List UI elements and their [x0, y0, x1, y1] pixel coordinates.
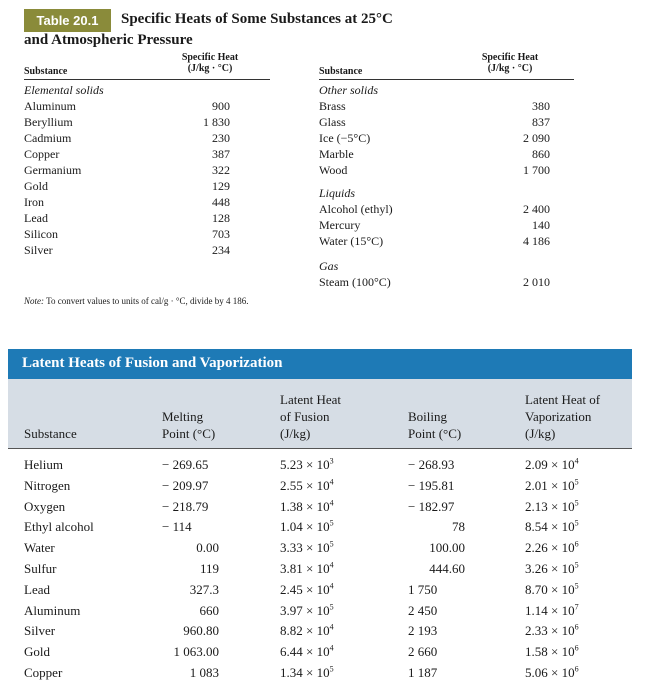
table-row — [0, 621, 653, 642]
table-row — [0, 476, 653, 497]
latent-heat-vaporization-cell: $2.26 \times 10^6$ — [525, 539, 579, 556]
boiling-point-cell: − 268.93 — [408, 457, 455, 472]
substance-name: Alcohol (ethyl) — [319, 202, 393, 216]
substance-name: Beryllium — [24, 115, 73, 129]
boiling-point-cell: 100.00 — [429, 540, 465, 556]
substance-name: Iron — [24, 195, 44, 209]
table-title: Specific Heats of Some Substances at 25°C — [121, 11, 393, 27]
latent-heat-fusion-cell: $3.33 \times 10^5$ — [280, 539, 334, 556]
specific-heat-value: 380 — [532, 99, 550, 113]
col-header-specific-heat-left: Specific Heat (J/kg · °C) — [181, 52, 239, 74]
list-item — [24, 210, 230, 226]
melting-point-cell: 960.80 — [183, 623, 219, 639]
substance-name: Ice (−5°C) — [319, 131, 371, 145]
latent-heat-vaporization-cell: $2.01 \times 10^5$ — [525, 477, 579, 493]
latent-heat-fusion-cell: $1.38 \times 10^4$ — [280, 498, 334, 514]
specific-heat-value: 322 — [212, 163, 230, 177]
specific-heat-value: 1 830 — [203, 115, 230, 129]
melting-point-cell: 0.00 — [196, 540, 219, 556]
latent-heat-fusion-cell: $2.45 \times 10^4$ — [280, 581, 334, 597]
group-elemental-solids: Elemental solids — [24, 83, 104, 97]
col-header-latent-heat-vaporization: Latent Heat of Vaporization (J/kg) — [525, 392, 601, 441]
specific-heat-value: 837 — [532, 115, 550, 129]
table-row — [0, 642, 653, 663]
group-gas: Gas — [319, 259, 339, 273]
list-item — [319, 130, 550, 146]
specific-heat-value: 2 010 — [523, 275, 550, 289]
substance-cell: Silver — [24, 623, 56, 639]
liquids-list — [319, 201, 550, 249]
boiling-point-cell: 444.60 — [429, 560, 465, 576]
melting-point-cell: 1 083 — [189, 664, 219, 680]
list-item — [24, 226, 230, 242]
substance-name: Silver — [24, 243, 53, 257]
latent-heat-fusion-cell: $6.44 \times 10^4$ — [280, 643, 334, 660]
specific-heat-value: 2 400 — [523, 202, 550, 216]
specific-heat-value: 703 — [212, 227, 230, 241]
specific-heat-value: 128 — [212, 211, 230, 225]
substance-name: Steam (100°C) — [319, 275, 391, 289]
substance-name: Marble — [319, 147, 354, 161]
latent-heat-rows — [0, 455, 653, 684]
substance-cell: Sulfur — [24, 560, 57, 576]
col-header-substance: Substance — [24, 426, 77, 441]
boiling-point-cell: 78 — [452, 519, 465, 535]
latent-heat-vaporization-cell: $1.58 \times 10^6$ — [525, 643, 579, 660]
melting-point-cell: 119 — [199, 560, 219, 576]
list-item — [319, 146, 550, 162]
latent-heat-vaporization-cell: $2.33 \times 10^6$ — [525, 623, 579, 639]
latent-heat-vaporization-cell: $3.26 \times 10^5$ — [525, 560, 579, 576]
substance-name: Aluminum — [24, 99, 77, 113]
table-row — [0, 455, 653, 476]
list-item — [24, 242, 230, 258]
substance-cell: Gold — [24, 644, 50, 660]
specific-heat-value: 230 — [212, 131, 230, 145]
col-header-melting-point: Melting Point (°C) — [162, 409, 216, 441]
boiling-point-cell: − 195.81 — [408, 477, 455, 493]
latent-heat-vaporization-cell: $5.06 \times 10^6$ — [525, 664, 579, 680]
table-row — [0, 601, 653, 622]
latent-heat-vaporization-cell: $8.70 \times 10^5$ — [525, 581, 579, 597]
table-row — [0, 497, 653, 518]
latent-heat-fusion-cell: $8.82 \times 10^4$ — [280, 623, 334, 639]
table-row — [0, 517, 653, 538]
latent-heat-vaporization-cell: $2.13 \times 10^5$ — [525, 498, 579, 514]
list-item — [24, 146, 230, 162]
latent-heat-fusion-cell: $3.97 \times 10^5$ — [280, 602, 334, 618]
latent-heat-fusion-cell: $2.55 \times 10^4$ — [280, 477, 334, 493]
boiling-point-cell: 1 187 — [408, 664, 438, 680]
substance-name: Wood — [319, 163, 348, 177]
substance-cell: Oxygen — [24, 498, 66, 514]
table-title-line2: and Atmospheric Pressure — [24, 32, 193, 48]
substance-name: Lead — [24, 211, 48, 225]
latent-heat-vaporization-cell: $8.54 \times 10^5$ — [525, 519, 579, 535]
substance-name: Silicon — [24, 227, 59, 241]
list-item — [24, 114, 230, 130]
specific-heat-value: 387 — [212, 147, 230, 161]
group-liquids: Liquids — [319, 186, 356, 200]
elemental-solids-list — [24, 98, 230, 258]
specific-heat-value: 234 — [212, 243, 230, 257]
melting-point-cell: − 114 — [162, 519, 192, 535]
boiling-point-cell: 1 750 — [408, 581, 438, 597]
substance-name: Copper — [24, 147, 60, 161]
col-header-substance-left: Substance — [24, 66, 68, 77]
table-row — [0, 559, 653, 580]
specific-heat-value: 900 — [212, 99, 230, 113]
table-row — [0, 663, 653, 684]
substance-cell: Water — [24, 540, 55, 556]
melting-point-cell: 327.3 — [189, 581, 219, 597]
latent-heat-vaporization-cell: $1.14 \times 10^7$ — [525, 602, 579, 618]
boiling-point-cell: − 182.97 — [408, 498, 455, 514]
substance-name: Water (15°C) — [319, 234, 384, 248]
melting-point-cell: − 218.79 — [162, 498, 209, 514]
specific-heat-value: 448 — [212, 195, 230, 209]
boiling-point-cell: 2 193 — [408, 623, 438, 639]
list-item — [319, 162, 550, 178]
substance-cell: Lead — [24, 581, 50, 597]
header-rule-left — [24, 79, 270, 80]
table-row — [0, 580, 653, 601]
list-item — [319, 274, 550, 290]
list-item — [24, 178, 230, 194]
melting-point-cell: − 269.65 — [162, 457, 209, 472]
latent-heat-vaporization-cell: $2.09 \times 10^4$ — [525, 456, 579, 472]
list-item — [24, 162, 230, 178]
melting-point-cell: 1 063.00 — [173, 644, 219, 660]
latent-heat-fusion-cell: $1.04 \times 10^5$ — [280, 519, 334, 535]
boiling-point-cell: 2 450 — [408, 602, 438, 618]
table-row — [0, 538, 653, 559]
col-header-boiling-point: Boiling Point (°C) — [408, 409, 462, 441]
specific-heat-value: 140 — [532, 218, 550, 232]
melting-point-cell: − 209.97 — [162, 477, 209, 493]
boiling-point-cell: 2 660 — [408, 644, 438, 660]
latent-heat-fusion-cell: $3.81 \times 10^4$ — [280, 560, 334, 576]
substance-name: Germanium — [24, 163, 82, 177]
substance-name: Cadmium — [24, 131, 72, 145]
substance-name: Mercury — [319, 218, 361, 232]
list-item — [319, 233, 550, 249]
substance-cell: Aluminum — [24, 602, 81, 618]
substance-cell: Copper — [24, 664, 63, 680]
substance-cell: Nitrogen — [24, 477, 71, 493]
list-item — [319, 114, 550, 130]
list-item — [24, 130, 230, 146]
specific-heat-value: 1 700 — [523, 163, 550, 177]
col-header-latent-heat-fusion: Latent Heat of Fusion (J/kg) — [280, 392, 341, 441]
header-rule-right — [319, 79, 574, 80]
latent-heat-fusion-cell: $5.23 \times 10^3$ — [280, 456, 334, 472]
gas-list — [319, 274, 550, 290]
list-item — [319, 201, 550, 217]
other-solids-list — [319, 98, 550, 178]
latent-heat-header-rule — [8, 448, 632, 449]
substance-name: Brass — [319, 99, 346, 113]
specific-heat-value: 129 — [212, 179, 230, 193]
latent-heat-fusion-cell: $1.34 \times 10^5$ — [280, 664, 334, 680]
substance-name: Glass — [319, 115, 346, 129]
substance-cell: Helium — [24, 457, 63, 472]
substance-cell: Ethyl alcohol — [24, 519, 94, 535]
latent-heat-title: Latent Heats of Fusion and Vaporization — [22, 355, 283, 371]
table-note: Note: To convert values to units of cal/g · °C, divide by 4 186. — [24, 296, 249, 306]
substance-name: Gold — [24, 179, 48, 193]
melting-point-cell: 660 — [199, 602, 219, 618]
table-badge: Table 20.1 — [24, 9, 111, 32]
list-item — [24, 98, 230, 114]
specific-heat-value: 2 090 — [523, 131, 550, 145]
col-header-specific-heat-right: Specific Heat (J/kg · °C) — [481, 52, 539, 74]
list-item — [24, 194, 230, 210]
list-item — [319, 98, 550, 114]
col-header-substance-right: Substance — [319, 66, 363, 77]
group-other-solids: Other solids — [319, 83, 379, 97]
list-item — [319, 217, 550, 233]
specific-heat-value: 860 — [532, 147, 550, 161]
specific-heat-value: 4 186 — [523, 234, 550, 248]
